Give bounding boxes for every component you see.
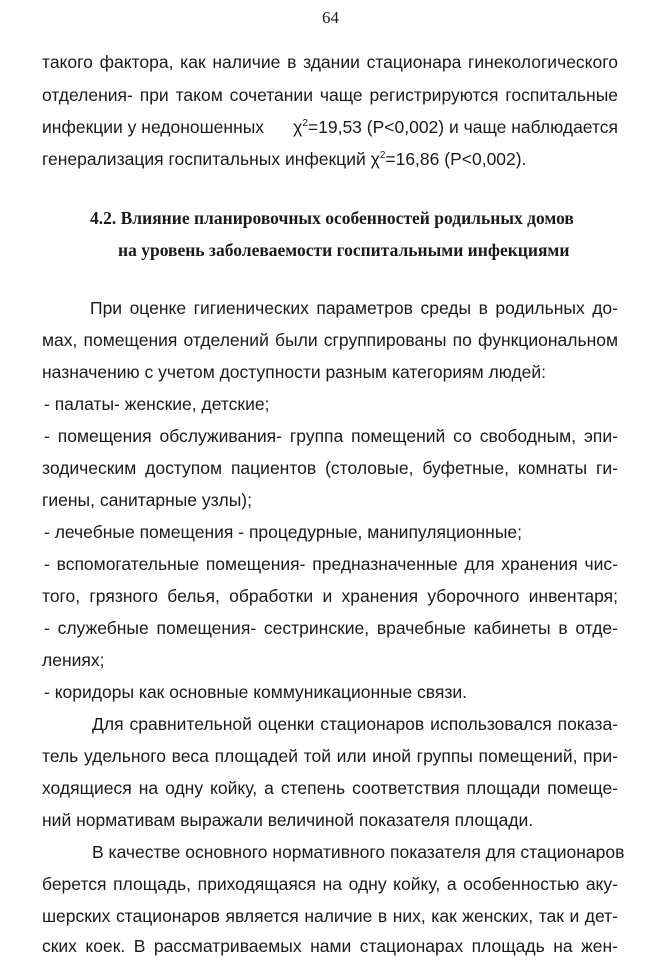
text-line: В качестве основного нормативного показателя для стационаров	[92, 842, 625, 862]
list-item: - коридоры как основные коммуникационные связи.	[44, 682, 468, 702]
list-item: - палаты- женские, детские;	[44, 394, 270, 414]
text-line: того, грязного белья, обработки и хранения уборочного инвентаря;	[42, 586, 618, 606]
text-line: ний нормативам выражали величиной показателя площади.	[42, 810, 534, 830]
chi-square-formula	[371, 149, 527, 169]
text-segment: генерализация госпитальных инфекций	[42, 149, 366, 169]
text-line: такого фактора, как наличие в здании стационара гинекологического	[42, 52, 618, 72]
section-heading-line1: 4.2. Влияние планировочных особенностей родильных домов	[90, 208, 574, 228]
chi-symbol: χ	[293, 117, 303, 137]
superscript: 2	[379, 150, 386, 161]
list-item: - вспомогательные помещения- предназначенные для хранения чис-	[44, 554, 618, 574]
superscript: 2	[302, 118, 308, 129]
text-line: тель удельного веса площадей той или иной группы помещений, при-	[42, 746, 618, 766]
text-segment: =19,53 (P<0,002) и чаще наблюдается	[307, 117, 618, 137]
text-segment: инфекции у недоношенных	[42, 117, 265, 137]
text-line: Для сравнительной оценки стационаров использовался показа-	[92, 714, 618, 734]
text-line: берется площадь, приходящаяся на одну койку, а особенностью аку-	[42, 874, 618, 894]
text-line-with-formula	[42, 149, 526, 169]
list-item: - помещения обслуживания- группа помещений со свободным, эпи-	[44, 426, 618, 446]
list-item: - служебные помещения- сестринские, врачебные кабинеты в отде-	[44, 618, 618, 638]
text-line: ских коек. В рассматриваемых нами стационарах площадь на жен-	[42, 936, 618, 956]
text-line: шерских стационаров является наличие в них, как женских, так и дет-	[42, 906, 618, 926]
text-line: назначению с учетом доступности разным категориям людей:	[42, 362, 547, 382]
text-line: отделения- при таком сочетании чаще регистрируются госпитальные	[42, 85, 618, 105]
text-line: лениях;	[42, 650, 105, 670]
chi-symbol: χ	[370, 149, 380, 169]
text-segment: =16,86 (P<0,002).	[385, 149, 527, 169]
text-line: мах, помещения отделений были сгруппированы по функциональном	[42, 330, 618, 350]
list-item: - лечебные помещения - процедурные, манипуляционные;	[44, 522, 523, 542]
section-heading-line2: на уровень заболеваемости госпитальными инфекциями	[118, 240, 570, 260]
text-line-with-formula	[42, 117, 618, 137]
page-number: 64	[322, 8, 339, 27]
text-line: ходящиеся на одну койку, а степень соответствия площади помеще-	[42, 778, 618, 798]
text-line: При оценке гигиенических параметров среды в родильных до-	[90, 298, 618, 318]
text-line: гиены, санитарные узлы);	[42, 490, 252, 510]
chi-square-formula	[293, 117, 618, 137]
text-line: зодическим доступом пациентов (столовые, буфетные, комнаты ги-	[42, 458, 618, 478]
